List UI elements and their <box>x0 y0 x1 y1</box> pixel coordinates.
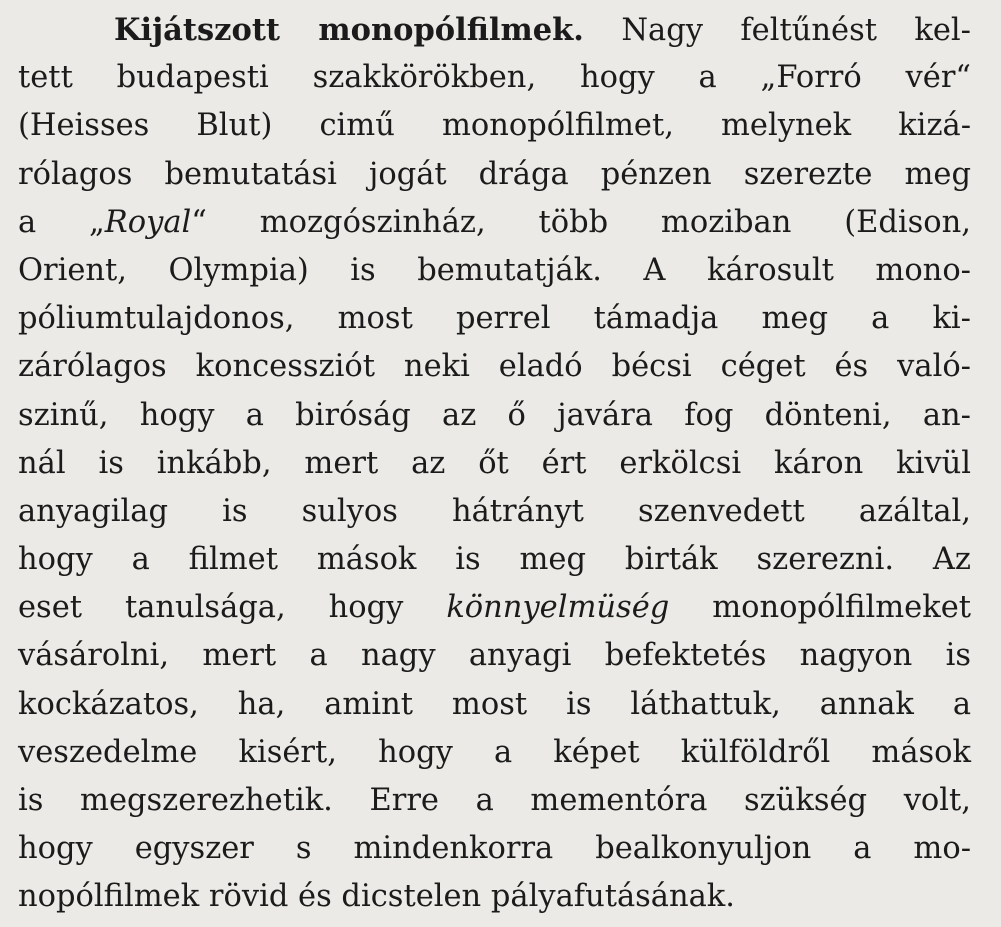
article-line <box>18 247 971 295</box>
line-text: a „ <box>18 204 105 240</box>
line-text: rólagos bemutatási jogát drága pénzen szerezte meg <box>18 156 971 192</box>
line-text: eset tanulsága, hogy <box>18 590 447 626</box>
article-line <box>18 584 971 632</box>
article-heading: Kijátszott monopólfilmek. <box>114 12 584 48</box>
line-text: nál is inkább, mert az őt ért erkölcsi káron kivül <box>18 445 971 481</box>
article-line <box>18 440 971 488</box>
article-line <box>18 729 971 777</box>
line-text: nopólfilmek rövid és dicstelen pályafutásának. <box>18 879 735 915</box>
line-text: Orient, Olympia) is bemutatják. A károsult mono- <box>18 252 971 288</box>
article-line <box>18 343 971 391</box>
article-line <box>18 873 971 921</box>
article-line <box>18 151 971 199</box>
line-text: “ mozgószinház, több moziban (Edison, <box>191 204 971 240</box>
line-italic: könnyelmüség <box>446 590 670 626</box>
line-text: Nagy feltűnést kel- <box>621 13 971 48</box>
article-line <box>18 102 971 150</box>
line-text: póliumtulajdonos, most perrel támadja meg a ki- <box>18 301 971 337</box>
line-text: is megszerezhetik. Erre a mementóra szükség volt, <box>18 783 971 818</box>
article-line <box>18 392 971 440</box>
line-italic: Royal <box>104 204 192 240</box>
article-line <box>18 6 971 54</box>
article-line <box>18 825 971 873</box>
article-line <box>18 199 971 247</box>
article-line <box>18 632 971 680</box>
article-line <box>18 681 971 729</box>
line-text: zárólagos koncessziót neki eladó bécsi céget és való- <box>18 349 971 385</box>
line-text: monopólfilmeket <box>669 590 972 626</box>
line-text: tett budapesti szakkörökben, hogy a „Forró vér“ <box>18 60 971 96</box>
line-text: vásárolni, mert a nagy anyagi befektetés nagyon is <box>18 638 971 674</box>
line-text: hogy a filmet mások is meg birták szerezni. Az <box>18 542 971 578</box>
article-line <box>18 54 971 102</box>
line-text: veszedelme kisért, hogy a képet külföldről mások <box>18 734 971 770</box>
line-text: hogy egyszer s mindenkorra bealkonyuljon a mo- <box>18 831 971 867</box>
article-line <box>18 295 971 343</box>
article-line <box>18 777 971 825</box>
article-line <box>18 488 971 536</box>
line-text: kockázatos, ha, amint most is láthattuk, annak a <box>18 686 971 722</box>
line-text: anyagilag is sulyos hátrányt szenvedett azáltal, <box>18 493 971 529</box>
line-text: (Heisses Blut) cimű monopólfilmet, melynek kizá- <box>18 108 971 144</box>
article-line <box>18 536 971 584</box>
article-column <box>18 6 971 922</box>
line-text: szinű, hogy a biróság az ő javára fog dönteni, an- <box>18 397 971 433</box>
